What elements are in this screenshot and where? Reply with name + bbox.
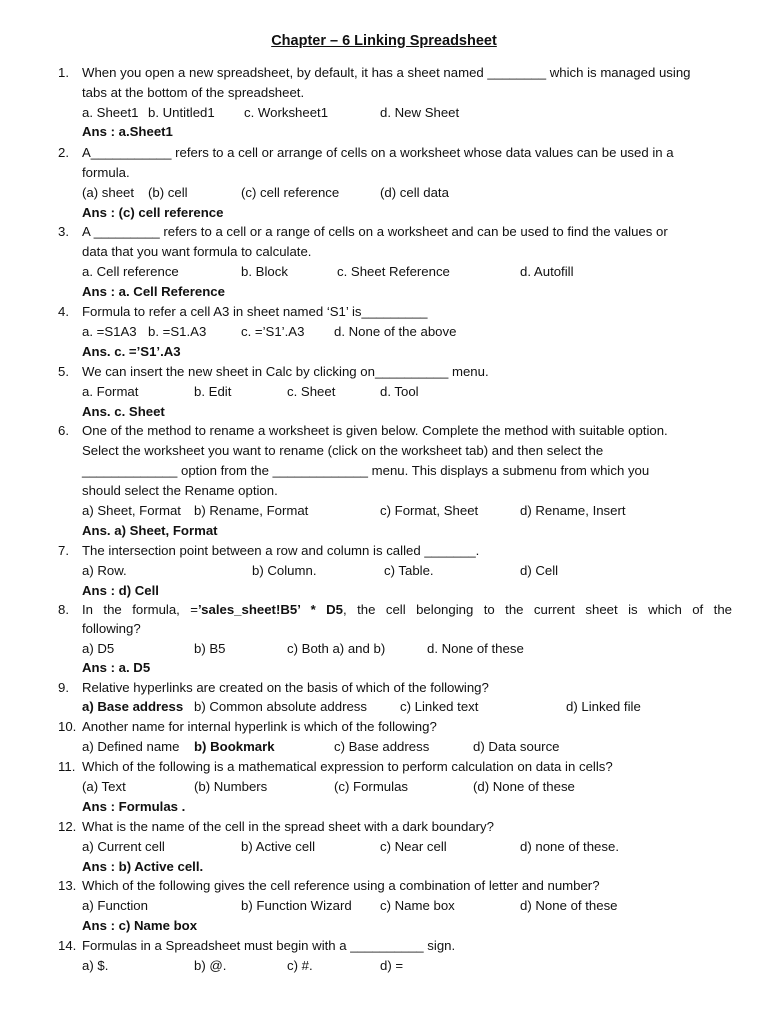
option: d) Cell (520, 563, 559, 578)
option: b. Untitled1 (148, 105, 215, 120)
option: b. Block (241, 264, 288, 279)
answer: Ans : a. D5 (82, 660, 151, 675)
option: b. =S1.A3 (148, 324, 207, 339)
formula-text: ’sales_sheet!B5’ * D5 (197, 602, 343, 617)
option: (b) Numbers (194, 779, 268, 794)
option: a. Cell reference (82, 264, 179, 279)
question-number: 3. (58, 224, 69, 239)
question-text: formula. (82, 165, 130, 180)
option: a. =S1A3 (82, 324, 137, 339)
page-title: Chapter – 6 Linking Spreadsheet (271, 33, 497, 49)
question-text: When you open a new spreadsheet, by default, it has a sheet named ________ which is managed using (82, 65, 691, 80)
option: c. Worksheet1 (244, 105, 329, 120)
answer: Ans : b) Active cell. (82, 859, 204, 874)
question-text: A _________ refers to a cell or a range of cells on a worksheet and can be used to find the values or (82, 224, 668, 239)
option: b) Function Wizard (241, 898, 352, 913)
question-text: A___________ refers to a cell or arrange of cells on a worksheet whose data values can be used in a (82, 145, 674, 160)
option: b. Edit (194, 384, 232, 399)
question-number: 12. (58, 819, 77, 834)
option: a. Sheet1 (82, 105, 139, 120)
question-number: 6. (58, 423, 69, 438)
question-text: Which of the following is a mathematical expression to perform calculation on data in cells? (82, 759, 613, 774)
question-number: 9. (58, 680, 69, 695)
question-number: 11. (58, 759, 76, 774)
option: c) #. (287, 958, 313, 973)
option: d) = (380, 958, 404, 973)
option: a) Function (82, 898, 148, 913)
option: c) Format, Sheet (380, 503, 479, 518)
question-text: Formulas in a Spreadsheet must begin with a __________ sign. (82, 938, 456, 953)
option: d. Tool (380, 384, 419, 399)
option: d) none of these. (520, 839, 619, 854)
option: c) Linked text (400, 699, 479, 714)
option: b) Column. (252, 563, 317, 578)
option: a) Sheet, Format (82, 503, 181, 518)
question-text: One of the method to rename a worksheet is given below. Complete the method with suitable option. (82, 423, 668, 438)
answer: Ans : a.Sheet1 (82, 124, 173, 139)
question-text: _____________ option from the _____________ menu. This displays a submenu from which you (82, 463, 650, 478)
option: d. New Sheet (380, 105, 460, 120)
question-text: following? (82, 621, 141, 636)
option: (d) None of these (473, 779, 575, 794)
option: (a) sheet (82, 185, 135, 200)
option: a. Format (82, 384, 139, 399)
option: c) Both a) and b) (287, 641, 386, 656)
question-number: 1. (58, 65, 69, 80)
answer: Ans : Formulas . (82, 799, 186, 814)
question-text: tabs at the bottom of the spreadsheet. (82, 85, 305, 100)
question-text: Another name for internal hyperlink is which of the following? (82, 719, 437, 734)
question-text: We can insert the new sheet in Calc by clicking on__________ menu. (82, 364, 489, 379)
question-text: What is the name of the cell in the spread sheet with a dark boundary? (82, 819, 494, 834)
option: d) Data source (473, 739, 560, 754)
answer: Ans : c) Name box (82, 918, 198, 933)
option: a) D5 (82, 641, 115, 656)
answer: Ans. c. =’S1’.A3 (82, 344, 181, 359)
question-number: 10. (58, 719, 77, 734)
option: b) Rename, Format (194, 503, 309, 518)
question-text: Select the worksheet you want to rename (click on the worksheet tab) and then select the (82, 443, 604, 458)
option: a) Defined name (82, 739, 180, 754)
option: c) Table. (384, 563, 434, 578)
option: b) @. (194, 958, 227, 973)
option: b) Common absolute address (194, 699, 367, 714)
question-text: Which of the following gives the cell reference using a combination of letter and number? (82, 878, 600, 893)
question-text: data that you want formula to calculate. (82, 244, 312, 259)
option: c. =’S1’.A3 (241, 324, 305, 339)
option: d) Rename, Insert (520, 503, 626, 518)
question-text: The intersection point between a row and column is called _______. (82, 543, 480, 558)
option: c. Sheet (287, 384, 336, 399)
answer: Ans : a. Cell Reference (82, 284, 225, 299)
question-number: 7. (58, 543, 69, 558)
option: a) Current cell (82, 839, 165, 854)
question-text: In the formula, =’sales_sheet!B5’ * D5, the cell belonging to the current sheet is which of the (82, 602, 732, 617)
answer: Ans : (c) cell reference (82, 205, 224, 220)
option: d) None of these (520, 898, 618, 913)
option: (b) cell (148, 185, 188, 200)
option: (c) Formulas (334, 779, 408, 794)
question-number: 14. (58, 938, 77, 953)
option: a) $. (82, 958, 109, 973)
option: c. Sheet Reference (337, 264, 450, 279)
question-number: 8. (58, 602, 69, 617)
question-number: 5. (58, 364, 69, 379)
option: (d) cell data (380, 185, 449, 200)
answer: Ans. a) Sheet, Format (82, 523, 218, 538)
answer: Ans. c. Sheet (82, 404, 165, 419)
option: b) B5 (194, 641, 226, 656)
option: c) Base address (334, 739, 430, 754)
question-number: 2. (58, 145, 69, 160)
question-text: Relative hyperlinks are created on the basis of which of the following? (82, 680, 489, 695)
question-text: should select the Rename option. (82, 483, 278, 498)
option: d) Linked file (566, 699, 641, 714)
option: d. None of the above (334, 324, 457, 339)
answer: Ans : d) Cell (82, 583, 159, 598)
option-correct: b) Bookmark (194, 739, 275, 754)
option: d. None of these (427, 641, 524, 656)
option: c) Name box (380, 898, 455, 913)
question-text: Formula to refer a cell A3 in sheet named ‘S1’ is_________ (82, 304, 428, 319)
option: (a) Text (82, 779, 126, 794)
option-correct: a) Base address (82, 699, 184, 714)
option: a) Row. (82, 563, 127, 578)
question-number: 13. (58, 878, 77, 893)
option: b) Active cell (241, 839, 316, 854)
option: c) Near cell (380, 839, 447, 854)
option: d. Autofill (520, 264, 574, 279)
option: (c) cell reference (241, 185, 340, 200)
question-number: 4. (58, 304, 69, 319)
